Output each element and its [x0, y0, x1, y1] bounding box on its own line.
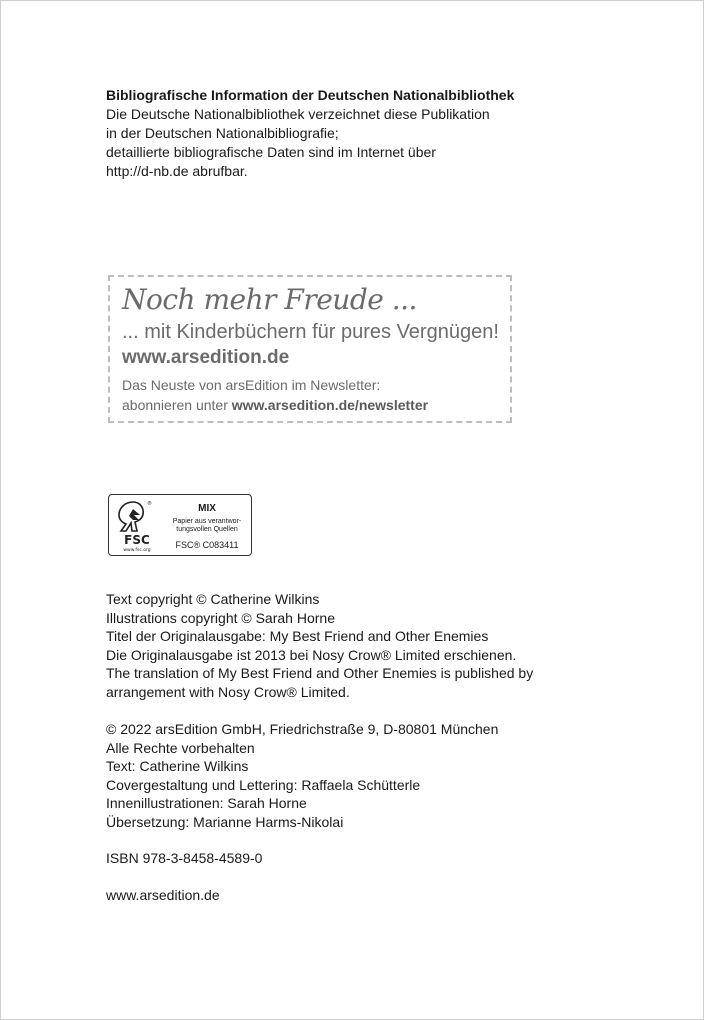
biblio-heading: Bibliografische Information der Deutschen Nationalbibliothek — [106, 87, 515, 103]
fsc-desc-line: Papier aus verantwor- — [172, 518, 242, 525]
biblio-line: Die Deutsche Nationalbibliothek verzeichnet diese Publikation — [106, 106, 490, 122]
publisher-line: Alle Rechte vorbehalten — [106, 739, 255, 756]
biblio-line: detaillierte bibliografische Daten sind im Internet über — [106, 144, 436, 160]
copyright-line: arrangement with Nosy Crow® Limited. — [106, 683, 350, 700]
publisher-line: Innenillustrationen: Sarah Horne — [106, 795, 307, 811]
copyright-line: Illustrations copyright © Sarah Horne — [106, 609, 335, 626]
fsc-registered-mark: ® — [147, 501, 152, 507]
promo-box — [108, 275, 512, 423]
fsc-code: FSC® C083411 — [175, 540, 239, 550]
copyright-line: Die Originalausgabe ist 2013 bei Nosy Crow® Limited erschienen. — [106, 646, 517, 663]
fsc-logo-url: www.fsc.org — [123, 548, 151, 552]
promo-script-title: Noch mehr Freude ... — [122, 283, 417, 316]
fsc-desc-line: tungsvollen Quellen — [176, 526, 238, 533]
promo-url: www.arsedition.de — [122, 347, 290, 368]
fsc-tree-check-icon — [113, 498, 161, 552]
newsletter-prefix: abonnieren unter — [122, 397, 228, 413]
publisher-line: Übersetzung: Marianne Harms-Nikolai — [106, 813, 344, 830]
publisher-line: Text: Catherine Wilkins — [106, 758, 249, 774]
publisher-line: © 2022 arsEdition GmbH, Friedrichstraße 9, D-80801 München — [106, 721, 499, 737]
publisher-line: Covergestaltung und Lettering: Raffaela Schütterle — [106, 776, 421, 793]
isbn: ISBN 978-3-8458-4589-0 — [106, 850, 263, 866]
publisher-block — [106, 720, 498, 831]
promo-tagline: ... mit Kinderbüchern für pures Vergnügen! — [122, 321, 499, 343]
newsletter-url: www.arsedition.de/newsletter — [231, 397, 429, 413]
newsletter-text: Das Neuste von arsEdition im Newsletter: — [122, 377, 381, 393]
copyright-line: Text copyright © Catherine Wilkins — [106, 591, 320, 607]
copyright-line: Titel der Originalausgabe: My Best Friend and Other Enemies — [106, 628, 489, 644]
fsc-mix: MIX — [198, 503, 216, 514]
biblio-line: in der Deutschen Nationalbibliografie; — [106, 125, 339, 141]
biblio-line: http://d-nb.de abrufbar. — [106, 163, 248, 179]
fsc-description — [163, 518, 251, 534]
copyright-line: The translation of My Best Friend and Other Enemies is published by — [106, 665, 534, 681]
newsletter-subscribe — [122, 397, 428, 413]
fsc-label — [108, 494, 252, 556]
fsc-logo-text: FSC — [124, 533, 150, 547]
website-url: www.arsedition.de — [106, 887, 220, 903]
bibliographic-info — [106, 86, 514, 181]
copyright-block — [106, 590, 533, 701]
